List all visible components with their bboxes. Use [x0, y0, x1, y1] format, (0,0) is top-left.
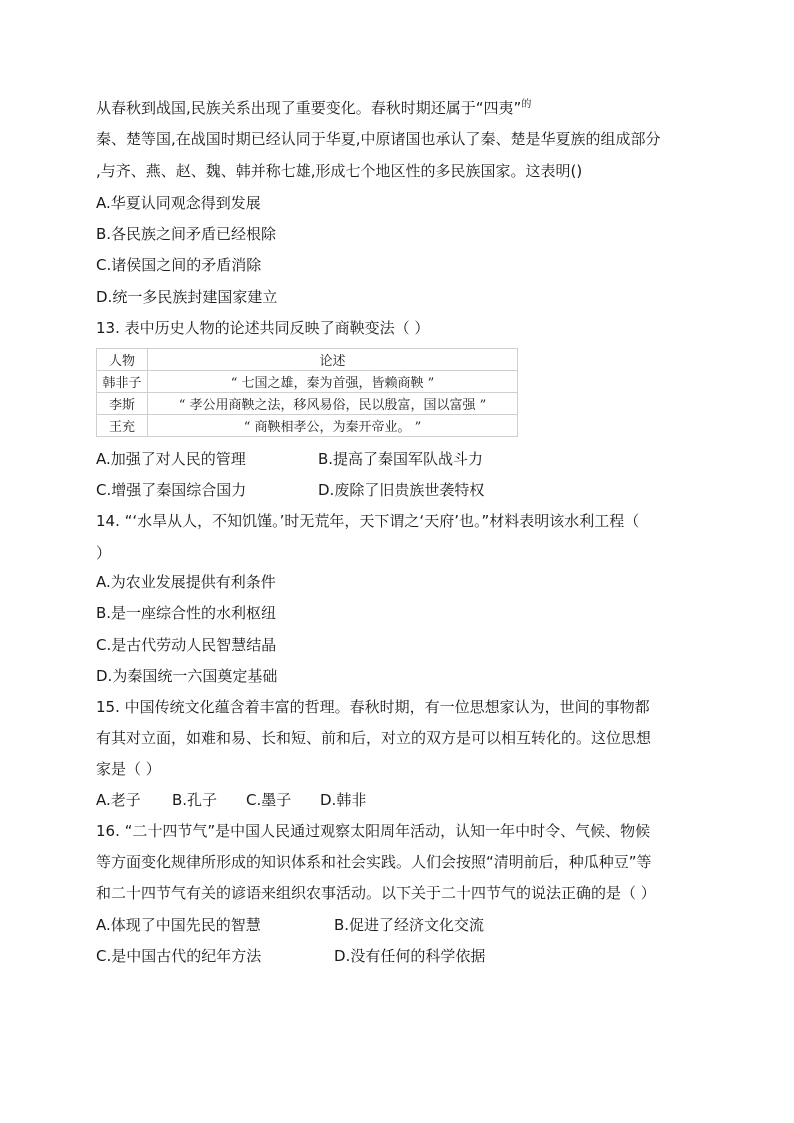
q12-stem-line2: 秦、楚等国,在战国时期已经认同于华夏,中原诸国也承认了秦、楚是华夏族的组成部分	[96, 130, 661, 148]
table-row	[97, 371, 518, 393]
q16-option-a: A.体现了中国先民的智慧	[96, 916, 261, 934]
table-header-row	[97, 349, 518, 371]
q14-option-c: C.是古代劳动人民智慧结晶	[96, 636, 277, 654]
q16-option-d: D.没有任何的科学依据	[334, 947, 486, 965]
q13-option-a: A.加强了对人民的管理	[96, 450, 246, 468]
table-header-statement: 论述	[148, 349, 518, 371]
table-cell-statement: “ 七国之雄，秦为首强，皆赖商鞅 ”	[148, 371, 518, 393]
q12-option-c: C.诸侯国之间的矛盾消除	[96, 256, 262, 274]
table-row	[97, 415, 518, 437]
q15-option-d: D.韩非	[320, 791, 367, 809]
q13-quote-table	[96, 348, 518, 437]
q15-option-b: B.孔子	[172, 791, 218, 809]
q16-stem-line2: 等方面变化规律所形成的知识体系和社会实践。人们会按照“清明前后，种瓜种豆”等	[96, 853, 652, 871]
q12-stem-line1: 从春秋到战国,民族关系出现了重要变化。春秋时期还属于“四夷”$^的$	[96, 99, 532, 117]
q16-option-c: C.是中国古代的纪年方法	[96, 947, 262, 965]
q16-stem-line1: 16. “二十四节气”是中国人民通过观察太阳周年活动，认知一年中时令、气候、物候	[96, 822, 651, 840]
q14-option-a: A.为农业发展提供有利条件	[96, 573, 276, 591]
table-cell-statement: “ 孝公用商鞅之法，移风易俗，民以殷富，国以富强 ”	[148, 393, 518, 415]
q14-stem-line1: 14. “‘水旱从人，不知饥馑。’时无荒年，天下谓之‘天府’也。”材料表明该水利工程（	[96, 512, 640, 530]
table-row	[97, 393, 518, 415]
q12-option-a: A.华夏认同观念得到发展	[96, 194, 261, 212]
table-cell-person: 李斯	[97, 393, 148, 415]
table-header-person: 人物	[97, 349, 148, 371]
table-cell-person: 王充	[97, 415, 148, 437]
q16-stem-line3: 和二十四节气有关的谚语来组织农事活动。以下关于二十四节气的说法正确的是（ ）	[96, 884, 656, 902]
q12-stem-line3: ,与齐、燕、赵、魏、韩并称七雄,形成七个地区性的多民族国家。这表明()	[96, 162, 583, 180]
q13-option-d: D.废除了旧贵族世袭特权	[318, 481, 485, 499]
q15-option-c: C.墨子	[246, 791, 292, 809]
q12-stem-small-char: 的	[521, 99, 532, 110]
q16-option-b: B.促进了经济文化交流	[334, 916, 485, 934]
q15-stem-line1: 15. 中国传统文化蕴含着丰富的哲理。春秋时期，有一位思想家认为，世间的事物都	[96, 698, 650, 716]
q13-option-b: B.提高了秦国军队战斗力	[318, 450, 484, 468]
q15-stem-line2: 有其对立面，如难和易、长和短、前和后，对立的双方是可以相互转化的。这位思想	[96, 729, 652, 747]
q12-option-d: D.统一多民族封建国家建立	[96, 288, 278, 306]
q13-stem: 13. 表中历史人物的论述共同反映了商鞅变法（ ）	[96, 319, 430, 337]
q15-option-a: A.老子	[96, 791, 141, 809]
q14-option-b: B.是一座综合性的水利枢纽	[96, 604, 277, 622]
q15-stem-line3: 家是（ ）	[96, 760, 161, 778]
q13-option-c: C.增强了秦国综合国力	[96, 481, 247, 499]
table-cell-person: 韩非子	[97, 371, 148, 393]
table-cell-statement: “ 商鞅相孝公，为秦开帝业。 ”	[148, 415, 518, 437]
q14-stem-line2: ）	[96, 544, 112, 562]
q14-option-d: D.为秦国统一六国奠定基础	[96, 667, 278, 685]
q12-option-b: B.各民族之间矛盾已经根除	[96, 225, 277, 243]
